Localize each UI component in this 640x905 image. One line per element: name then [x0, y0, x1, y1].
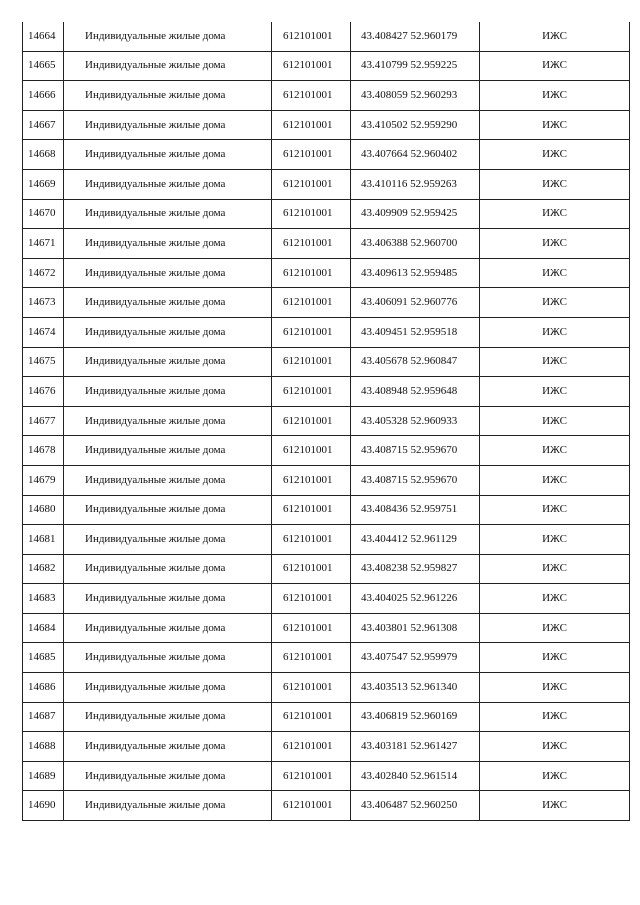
code-cell: 612101001 [272, 495, 351, 525]
table-row [23, 258, 630, 288]
coordinates-cell: 43.409451 52.959518 [351, 317, 480, 347]
code-cell: 612101001 [272, 525, 351, 555]
row-number-cell: 14683 [23, 584, 64, 614]
object-name-cell: Индивидуальные жилые дома [64, 258, 272, 288]
table-row [23, 554, 630, 584]
type-cell: ИЖС [480, 702, 630, 732]
object-name-cell: Индивидуальные жилые дома [64, 702, 272, 732]
type-cell: ИЖС [480, 554, 630, 584]
row-number-cell: 14672 [23, 258, 64, 288]
row-number-cell: 14689 [23, 761, 64, 791]
type-cell: ИЖС [480, 406, 630, 436]
table-row [23, 110, 630, 140]
code-cell: 612101001 [272, 377, 351, 407]
type-cell: ИЖС [480, 81, 630, 111]
table-row [23, 584, 630, 614]
type-cell: ИЖС [480, 613, 630, 643]
coordinates-cell: 43.406388 52.960700 [351, 229, 480, 259]
row-number-cell: 14665 [23, 51, 64, 81]
coordinates-cell: 43.410116 52.959263 [351, 169, 480, 199]
row-number-cell: 14674 [23, 317, 64, 347]
row-number-cell: 14668 [23, 140, 64, 170]
row-number-cell: 14678 [23, 436, 64, 466]
object-name-cell: Индивидуальные жилые дома [64, 229, 272, 259]
code-cell: 612101001 [272, 258, 351, 288]
type-cell: ИЖС [480, 761, 630, 791]
object-name-cell: Индивидуальные жилые дома [64, 673, 272, 703]
table-row [23, 613, 630, 643]
registry-table [22, 22, 630, 821]
coordinates-cell: 43.408715 52.959670 [351, 465, 480, 495]
code-cell: 612101001 [272, 169, 351, 199]
code-cell: 612101001 [272, 199, 351, 229]
object-name-cell: Индивидуальные жилые дома [64, 791, 272, 821]
coordinates-cell: 43.409613 52.959485 [351, 258, 480, 288]
table-row [23, 140, 630, 170]
table-row [23, 436, 630, 466]
code-cell: 612101001 [272, 406, 351, 436]
table-row [23, 761, 630, 791]
object-name-cell: Индивидуальные жилые дома [64, 584, 272, 614]
table-row [23, 732, 630, 762]
coordinates-cell: 43.409909 52.959425 [351, 199, 480, 229]
type-cell: ИЖС [480, 169, 630, 199]
coordinates-cell: 43.406487 52.960250 [351, 791, 480, 821]
coordinates-cell: 43.408059 52.960293 [351, 81, 480, 111]
object-name-cell: Индивидуальные жилые дома [64, 110, 272, 140]
code-cell: 612101001 [272, 288, 351, 318]
code-cell: 612101001 [272, 110, 351, 140]
coordinates-cell: 43.404025 52.961226 [351, 584, 480, 614]
object-name-cell: Индивидуальные жилые дома [64, 140, 272, 170]
object-name-cell: Индивидуальные жилые дома [64, 406, 272, 436]
table-row [23, 643, 630, 673]
code-cell: 612101001 [272, 140, 351, 170]
row-number-cell: 14667 [23, 110, 64, 140]
coordinates-cell: 43.404412 52.961129 [351, 525, 480, 555]
table-row [23, 229, 630, 259]
row-number-cell: 14679 [23, 465, 64, 495]
type-cell: ИЖС [480, 22, 630, 51]
object-name-cell: Индивидуальные жилые дома [64, 554, 272, 584]
type-cell: ИЖС [480, 465, 630, 495]
coordinates-cell: 43.405678 52.960847 [351, 347, 480, 377]
table-row [23, 81, 630, 111]
row-number-cell: 14670 [23, 199, 64, 229]
type-cell: ИЖС [480, 643, 630, 673]
code-cell: 612101001 [272, 347, 351, 377]
table-row [23, 702, 630, 732]
object-name-cell: Индивидуальные жилые дома [64, 22, 272, 51]
coordinates-cell: 43.403181 52.961427 [351, 732, 480, 762]
type-cell: ИЖС [480, 199, 630, 229]
coordinates-cell: 43.403513 52.961340 [351, 673, 480, 703]
type-cell: ИЖС [480, 51, 630, 81]
object-name-cell: Индивидуальные жилые дома [64, 51, 272, 81]
object-name-cell: Индивидуальные жилые дома [64, 495, 272, 525]
object-name-cell: Индивидуальные жилые дома [64, 761, 272, 791]
code-cell: 612101001 [272, 554, 351, 584]
code-cell: 612101001 [272, 317, 351, 347]
table-row [23, 406, 630, 436]
object-name-cell: Индивидуальные жилые дома [64, 317, 272, 347]
table-row [23, 495, 630, 525]
coordinates-cell: 43.407664 52.960402 [351, 140, 480, 170]
table-row [23, 317, 630, 347]
code-cell: 612101001 [272, 81, 351, 111]
table-row [23, 377, 630, 407]
type-cell: ИЖС [480, 110, 630, 140]
object-name-cell: Индивидуальные жилые дома [64, 288, 272, 318]
coordinates-cell: 43.407547 52.959979 [351, 643, 480, 673]
code-cell: 612101001 [272, 761, 351, 791]
object-name-cell: Индивидуальные жилые дома [64, 732, 272, 762]
object-name-cell: Индивидуальные жилые дома [64, 347, 272, 377]
row-number-cell: 14680 [23, 495, 64, 525]
code-cell: 612101001 [272, 51, 351, 81]
code-cell: 612101001 [272, 732, 351, 762]
table-row [23, 525, 630, 555]
table-row [23, 51, 630, 81]
object-name-cell: Индивидуальные жилые дома [64, 525, 272, 555]
row-number-cell: 14687 [23, 702, 64, 732]
type-cell: ИЖС [480, 495, 630, 525]
row-number-cell: 14682 [23, 554, 64, 584]
object-name-cell: Индивидуальные жилые дома [64, 169, 272, 199]
code-cell: 612101001 [272, 702, 351, 732]
object-name-cell: Индивидуальные жилые дома [64, 81, 272, 111]
type-cell: ИЖС [480, 732, 630, 762]
row-number-cell: 14675 [23, 347, 64, 377]
row-number-cell: 14688 [23, 732, 64, 762]
table-row [23, 22, 630, 51]
code-cell: 612101001 [272, 229, 351, 259]
object-name-cell: Индивидуальные жилые дома [64, 436, 272, 466]
type-cell: ИЖС [480, 436, 630, 466]
row-number-cell: 14690 [23, 791, 64, 821]
row-number-cell: 14669 [23, 169, 64, 199]
code-cell: 612101001 [272, 643, 351, 673]
code-cell: 612101001 [272, 465, 351, 495]
code-cell: 612101001 [272, 22, 351, 51]
row-number-cell: 14676 [23, 377, 64, 407]
coordinates-cell: 43.402840 52.961514 [351, 761, 480, 791]
type-cell: ИЖС [480, 288, 630, 318]
coordinates-cell: 43.403801 52.961308 [351, 613, 480, 643]
coordinates-cell: 43.405328 52.960933 [351, 406, 480, 436]
code-cell: 612101001 [272, 791, 351, 821]
coordinates-cell: 43.408715 52.959670 [351, 436, 480, 466]
registry-table-body [23, 22, 630, 821]
coordinates-cell: 43.408948 52.959648 [351, 377, 480, 407]
type-cell: ИЖС [480, 347, 630, 377]
row-number-cell: 14671 [23, 229, 64, 259]
type-cell: ИЖС [480, 140, 630, 170]
code-cell: 612101001 [272, 673, 351, 703]
object-name-cell: Индивидуальные жилые дома [64, 465, 272, 495]
table-row [23, 791, 630, 821]
type-cell: ИЖС [480, 377, 630, 407]
type-cell: ИЖС [480, 317, 630, 347]
coordinates-cell: 43.408238 52.959827 [351, 554, 480, 584]
row-number-cell: 14666 [23, 81, 64, 111]
table-row [23, 347, 630, 377]
object-name-cell: Индивидуальные жилые дома [64, 199, 272, 229]
type-cell: ИЖС [480, 229, 630, 259]
table-row [23, 288, 630, 318]
table-row [23, 673, 630, 703]
coordinates-cell: 43.406819 52.960169 [351, 702, 480, 732]
type-cell: ИЖС [480, 258, 630, 288]
row-number-cell: 14681 [23, 525, 64, 555]
object-name-cell: Индивидуальные жилые дома [64, 613, 272, 643]
coordinates-cell: 43.408427 52.960179 [351, 22, 480, 51]
object-name-cell: Индивидуальные жилые дома [64, 643, 272, 673]
code-cell: 612101001 [272, 613, 351, 643]
row-number-cell: 14686 [23, 673, 64, 703]
code-cell: 612101001 [272, 436, 351, 466]
type-cell: ИЖС [480, 791, 630, 821]
type-cell: ИЖС [480, 673, 630, 703]
object-name-cell: Индивидуальные жилые дома [64, 377, 272, 407]
coordinates-cell: 43.410799 52.959225 [351, 51, 480, 81]
table-row [23, 169, 630, 199]
row-number-cell: 14684 [23, 613, 64, 643]
table-row [23, 465, 630, 495]
type-cell: ИЖС [480, 584, 630, 614]
row-number-cell: 14664 [23, 22, 64, 51]
coordinates-cell: 43.408436 52.959751 [351, 495, 480, 525]
row-number-cell: 14673 [23, 288, 64, 318]
row-number-cell: 14677 [23, 406, 64, 436]
coordinates-cell: 43.406091 52.960776 [351, 288, 480, 318]
type-cell: ИЖС [480, 525, 630, 555]
coordinates-cell: 43.410502 52.959290 [351, 110, 480, 140]
code-cell: 612101001 [272, 584, 351, 614]
table-row [23, 199, 630, 229]
row-number-cell: 14685 [23, 643, 64, 673]
